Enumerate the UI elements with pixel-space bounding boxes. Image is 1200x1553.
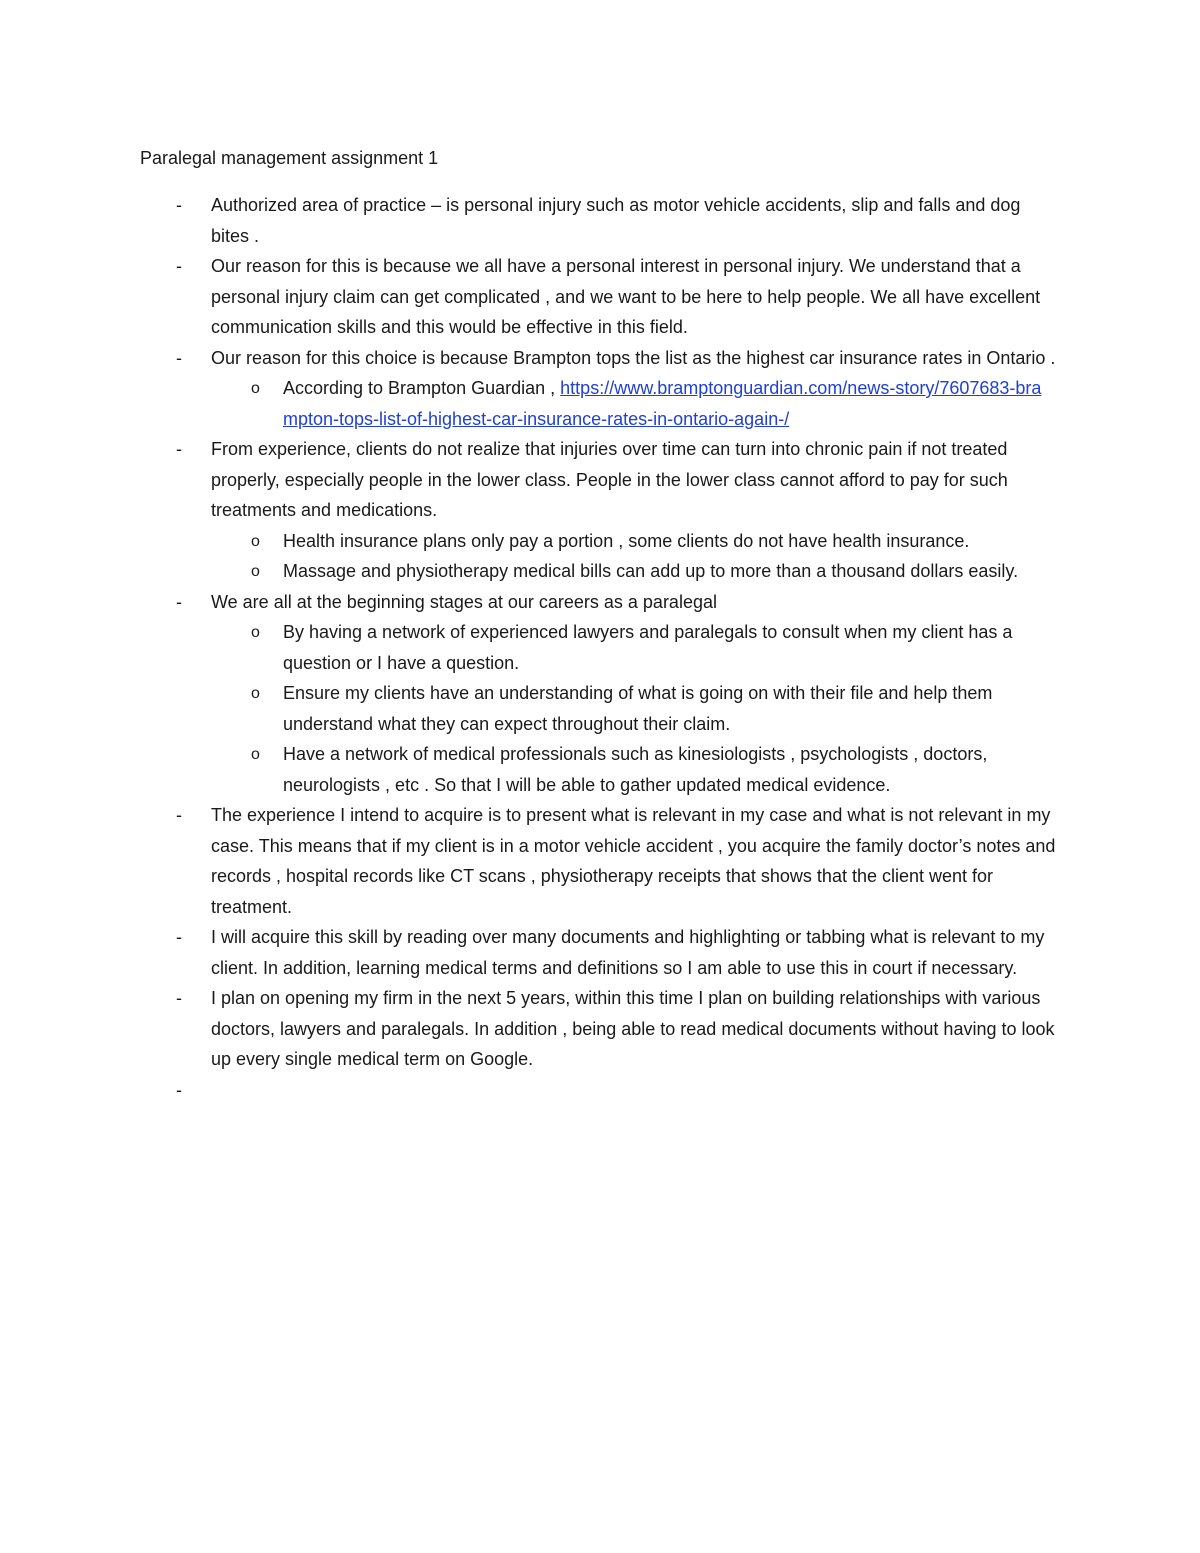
list-item-text: Our reason for this choice is because Brampton tops the list as the highest car insurance rates in Ontario . [211, 347, 1056, 368]
list-item-text: Our reason for this is because we all have a personal interest in personal injury. We understand that a personal injury claim can get complicated , and we want to be here to help people. We all have excellent communication skills and this would be effective in this field. [211, 256, 1041, 337]
dash-bullet: - [176, 591, 182, 612]
list-item [0, 434, 1061, 526]
sub-list-item [0, 739, 1043, 800]
list-item-text: From experience, clients do not realize that injuries over time can turn into chronic pain if not treated properly, especially people in the lower class. People in the lower class cannot afford to pay for such treatments and medications. [211, 439, 1008, 520]
list-item-text: I plan on opening my firm in the next 5 years, within this time I plan on building relationships with various doctors, lawyers and paralegals. In addition , being able to read medical documents without having to look up every single medical term on Google. [211, 988, 1055, 1069]
circle-bullet: o [251, 624, 260, 641]
dash-bullet: - [176, 927, 182, 947]
list-item-text: According to Brampton Guardian , [283, 378, 556, 398]
dash-bullet: - [176, 256, 182, 276]
dash-bullet: - [176, 988, 182, 1008]
list-item-text: Massage and physiotherapy medical bills can add up to more than a thousand dollars easily. [283, 561, 1019, 581]
source-link[interactable]: https://www.bramptonguardian.com/news-story/7607683-brampton-tops-list-of-highest-car-insurance-rates-in-ontario-again-/ [283, 378, 1042, 429]
list-item [0, 800, 1061, 922]
circle-bullet: o [251, 532, 260, 550]
bullet-list [0, 190, 1200, 1100]
sub-list-item [0, 556, 1043, 587]
list-item-text: We are all at the beginning stages at our careers as a paralegal [211, 591, 717, 612]
list-item [0, 983, 1061, 1075]
list-item-text: I will acquire this skill by reading over many documents and highlighting or tabbing what is relevant to my client. In addition, learning medical terms and definitions so I am able to use this in court if necessary. [211, 927, 1045, 978]
list-item-text: Health insurance plans only pay a portion , some clients do not have health insurance. [283, 530, 970, 551]
circle-bullet: o [251, 746, 260, 763]
list-item-text: Authorized area of practice – is personal injury such as motor vehicle accidents, slip and falls and dog bites . [211, 195, 1021, 246]
sub-list-item [0, 617, 1043, 678]
list-item [0, 190, 1061, 251]
dash-bullet: - [176, 347, 182, 368]
list-item [0, 251, 1061, 343]
list-item-text: By having a network of experienced lawyers and paralegals to consult when my client has a question or I have a question. [283, 622, 1013, 673]
dash-bullet: - [176, 805, 182, 825]
circle-bullet: o [251, 380, 260, 397]
dash-bullet: - [176, 1079, 182, 1100]
sub-list-item [0, 526, 1043, 557]
document-title: Paralegal management assignment 1 [140, 148, 439, 168]
dash-bullet: - [176, 439, 182, 459]
list-item [0, 343, 1061, 374]
circle-bullet: o [251, 685, 260, 702]
list-item-text: Have a network of medical professionals such as kinesiologists , psychologists , doctors, neurologists , etc . So that I will be able to gather updated medical evidence. [283, 744, 988, 795]
list-item [0, 587, 1061, 618]
dash-bullet: - [176, 195, 182, 215]
list-item-text: The experience I intend to acquire is to present what is relevant in my case and what is not relevant in my case. This means that if my client is in a motor vehicle accident , you acquire the family doctor’s notes and records , hospital records like CT scans , physiotherapy receipts that shows that the client went for treatment. [211, 805, 1056, 917]
list-item [0, 922, 1061, 983]
list-item-text: Ensure my clients have an understanding of what is going on with their file and help them understand what they can expect throughout their claim. [283, 683, 993, 734]
sub-list-item [0, 373, 1043, 434]
sub-list-item [0, 678, 1043, 739]
circle-bullet: o [251, 563, 260, 580]
